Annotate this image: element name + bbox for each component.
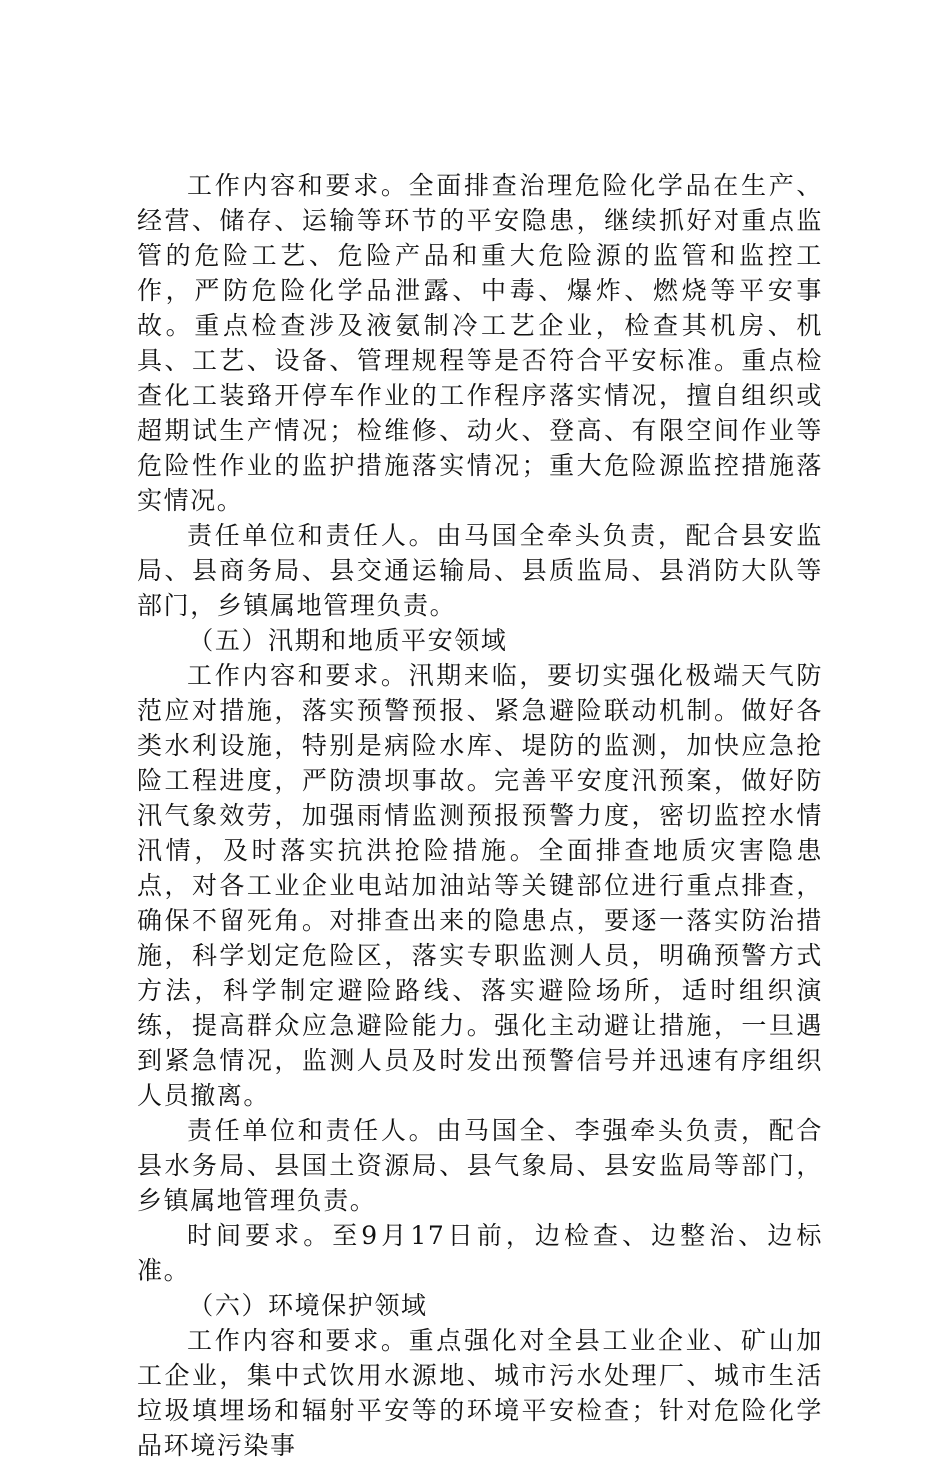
paragraph-flood-geology-responsibility: 责任单位和责任人。由马国全、李强牵头负责，配合县水务局、县国土资源局、县气象局、县安监局等部门，乡镇属地管理负责。 xyxy=(137,1116,823,1215)
document-body xyxy=(137,168,823,1463)
paragraph-hazardous-chemicals-requirements: 工作内容和要求。全面排查治理危险化学品在生产、经营、储存、运输等环节的平安隐患，继续抓好对重点监管的危险工艺、危险产品和重大危险源的监管和监控工作，严防危险化学品泄露、中毒、爆炸、燃烧等平安事故。重点检查涉及液氨制冷工艺企业，检查其机房、机具、工艺、设备、管理规程等是否符合平安标准。重点检查化工装臵开停车作业的工作程序落实情况，擅自组织或超期试生产情况；检维修、动火、登高、有限空间作业等危险性作业的监护措施落实情况；重大危险源监控措施落实情况。 xyxy=(137,171,823,515)
paragraph-flood-geology-requirements: 工作内容和要求。汛期来临，要切实强化极端天气防范应对措施，落实预警预报、紧急避险联动机制。做好各类水利设施，特别是病险水库、堤防的监测，加快应急抢险工程进度，严防溃坝事故。完善平安度汛预案，做好防汛气象效劳，加强雨情监测预报预警力度，密切监控水情汛情，及时落实抗洪抢险措施。全面排查地质灾害隐患点，对各工业企业电站加油站等关键部位进行重点排查，确保不留死角。对排查出来的隐患点，要逐一落实防治措施，科学划定危险区，落实专职监测人员，明确预警方式方法，科学制定避险路线、落实避险场所，适时组织演练，提高群众应急避险能力。强化主动避让措施，一旦遇到紧急情况，监测人员及时发出预警信号并迅速有序组织人员撤离。 xyxy=(137,661,823,1110)
paragraph-hazardous-chemicals-responsibility: 责任单位和责任人。由马国全牵头负责，配合县安监局、县商务局、县交通运输局、县质监局、县消防大队等部门，乡镇属地管理负责。 xyxy=(137,521,823,620)
section-heading-environmental-protection: （六）环境保护领域 xyxy=(188,1291,428,1320)
section-heading-flood-geology: （五）汛期和地质平安领域 xyxy=(188,626,508,655)
paragraph-flood-geology-deadline: 时间要求。至9月17日前，边检查、边整治、边标准。 xyxy=(137,1221,823,1285)
paragraph-environmental-requirements: 工作内容和要求。重点强化对全县工业企业、矿山加工企业，集中式饮用水源地、城市污水处理厂、城市生活垃圾填埋场和辐射平安等的环境平安检查；针对危险化学品环境污染事 xyxy=(137,1326,823,1460)
